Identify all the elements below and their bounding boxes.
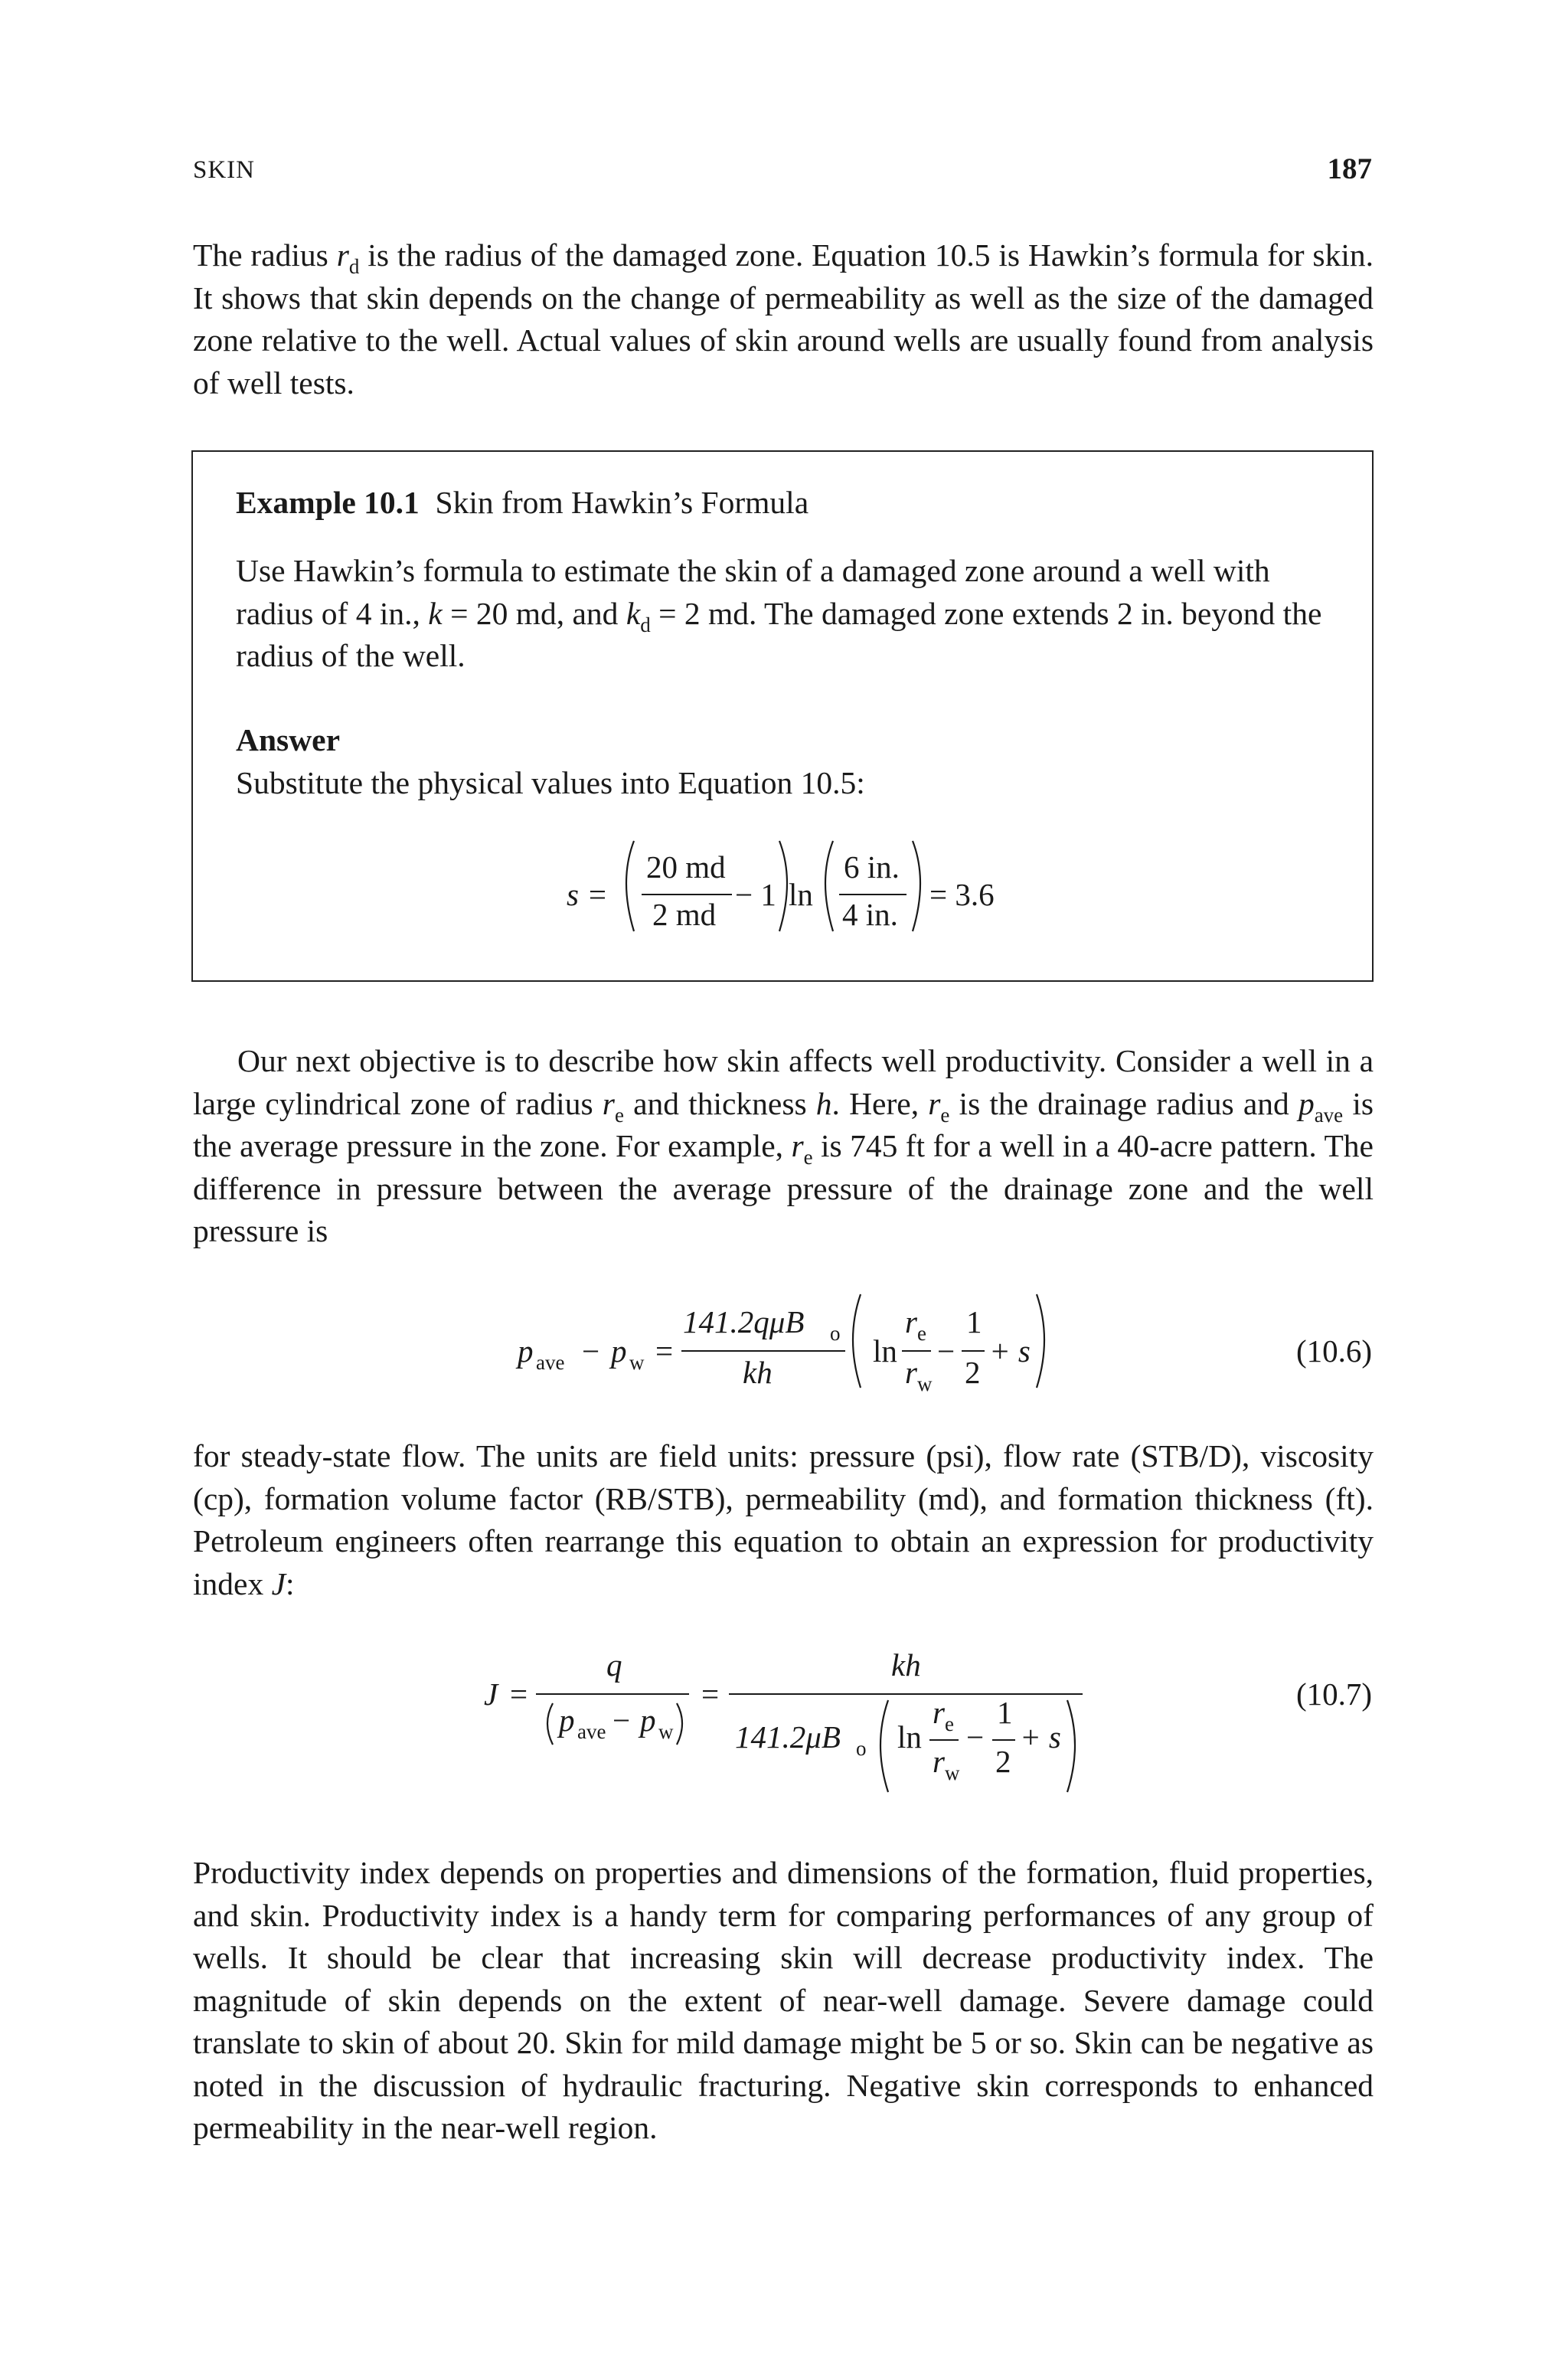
symbol-r: r [602,1085,615,1121]
eq-sub-e: e [917,1322,926,1345]
eq-numerator-1: 20 md [646,849,726,885]
eq-r: r [933,1695,945,1730]
right-paren [1067,1700,1075,1792]
text-run: The radius [193,237,337,273]
eq-r: r [933,1744,945,1779]
eq-p: p [611,1333,627,1369]
text-run: = 20 md, and [442,595,626,631]
eq-j: J [484,1676,498,1712]
eq-equals: = [510,1676,528,1712]
symbol-p: p [1298,1085,1315,1121]
eq-sub-o: o [856,1737,867,1760]
text-run: Our next objective is to describe how skin affects well productivity. Consider a well in a large cylindrical zone of radius [193,1043,1374,1121]
eq-minus: − [612,1702,631,1738]
eq-denominator-1: 2 md [652,897,717,932]
text-run: is the drainage radius and [949,1085,1298,1121]
text-run: . Here, [831,1085,929,1121]
eq-p: p [518,1333,534,1369]
eq-plus-s: + s [1020,1719,1061,1755]
eq-sub-o: o [830,1322,841,1345]
text-run: Use Hawkin’s formula to estimate the skin of a damaged zone around a well with radius of 4 in., [236,553,1270,631]
equation-number: (10.6) [1295,1333,1372,1369]
eq-result: = 3.6 [929,877,995,912]
subscript: ave [1314,1103,1344,1127]
eq-ln: ln [897,1719,922,1755]
eq-minus: − [937,1333,956,1369]
eq-denominator-2: 4 in. [842,897,898,932]
eq-half-denominator: 2 [965,1355,981,1390]
eq-half-numerator: 1 [966,1304,982,1339]
answer-heading: Answer [236,722,341,757]
answer-text: Substitute the physical values into Equation 10.5: [236,765,865,800]
symbol-kd: k [626,595,641,631]
eq-sub-e: e [945,1712,954,1735]
eq-sub-w: w [658,1720,674,1743]
eq-minus-one: − 1 [735,877,776,912]
eq-denominator: kh [743,1355,773,1390]
eq-q: q [606,1647,622,1683]
eq-r: r [905,1355,917,1390]
subscript: e [614,1103,624,1127]
eq-minus: − [966,1719,985,1755]
eq-sub-ave: ave [577,1720,606,1743]
subscript: d [348,255,360,278]
eq-kh: kh [891,1647,921,1683]
text-run: : [286,1565,295,1601]
symbol-h: h [815,1085,832,1121]
eq-sub-w: w [629,1351,645,1374]
equation-number: (10.7) [1295,1676,1372,1712]
symbol-r: r [336,237,349,273]
symbol-r: r [791,1128,804,1163]
text-run: and thickness [623,1085,816,1121]
left-paren [547,1703,553,1745]
symbol-r: r [928,1085,941,1121]
text-run: is the radius of the damaged zone. Equation 10.5 is Hawkin’s formula for skin. It shows that skin depends on the change of permeability as well as the size of the damaged zone relative to the well. Actual values of skin around wells are usually found from analysis of well tests. [193,237,1374,401]
example-title-text: Skin from Hawkin’s Formula [435,485,809,520]
eq-half-numerator: 1 [997,1695,1013,1730]
eq-numerator-2: 6 in. [844,849,900,885]
text-run: is 745 ft for a well in a 40-acre pattern. The difference in pressure between the average pressure of the drainage zone and the well pressure is [193,1128,1374,1248]
subscript: e [940,1103,950,1127]
left-paren [880,1700,888,1792]
paragraph-productivity-index: Productivity index depends on properties and dimensions of the formation, fluid properties, and skin. Productivity index is a handy term for comparing performances of any group of wells. It should be clear that increasing skin will decrease productivity index. The magnitude of skin depends on the extent of near-well damage. Severe damage could translate to skin of about 20. Skin for mild damage might be 5 or so. Skin can be negative as noted in the discussion of hydraulic fracturing. Negative skin corresponds to enhanced permeability in the near-well region. [193,1855,1374,2145]
text-run: = 2 md. The damaged zone extends 2 in. beyond the radius of the well. [236,595,1322,673]
text-run: is the average pressure in the zone. For example, [193,1085,1374,1163]
text-run: for steady-state flow. The units are field units: pressure (psi), flow rate (STB/D), viscosity (cp), formation volume factor (RB/STB), permeability (md), and formation thickness (ft). Petroleum engineers often rearrange this equation to obtain an expression for productivity index [193,1438,1374,1601]
right-paren [677,1703,682,1745]
eq-r: r [905,1304,917,1339]
eq-numerator: 141.2qμB [683,1304,805,1339]
eq-ln: ln [873,1333,897,1369]
symbol-j: J [271,1565,286,1601]
running-header-section: SKIN [193,156,256,184]
example-label: Example 10.1 [236,485,420,520]
eq-sub-ave: ave [536,1351,565,1374]
subscript: d [640,613,651,636]
eq-half-denominator: 2 [995,1744,1011,1779]
eq-equals: = [701,1676,720,1712]
eq-plus-s: + s [989,1333,1031,1369]
eq-p: p [640,1702,656,1738]
eq-p: p [559,1702,575,1738]
subscript: e [803,1146,813,1169]
eq-sub-w: w [917,1372,933,1395]
eq-sub-w: w [945,1761,960,1784]
eq-coefficient: 141.2μB [735,1719,841,1755]
page-number: 187 [1327,152,1372,185]
symbol-k: k [428,595,443,631]
eq-minus: − [582,1333,600,1369]
eq-lhs: s = [567,877,608,912]
eq-ln: ln [789,877,813,912]
eq-equals: = [655,1333,674,1369]
